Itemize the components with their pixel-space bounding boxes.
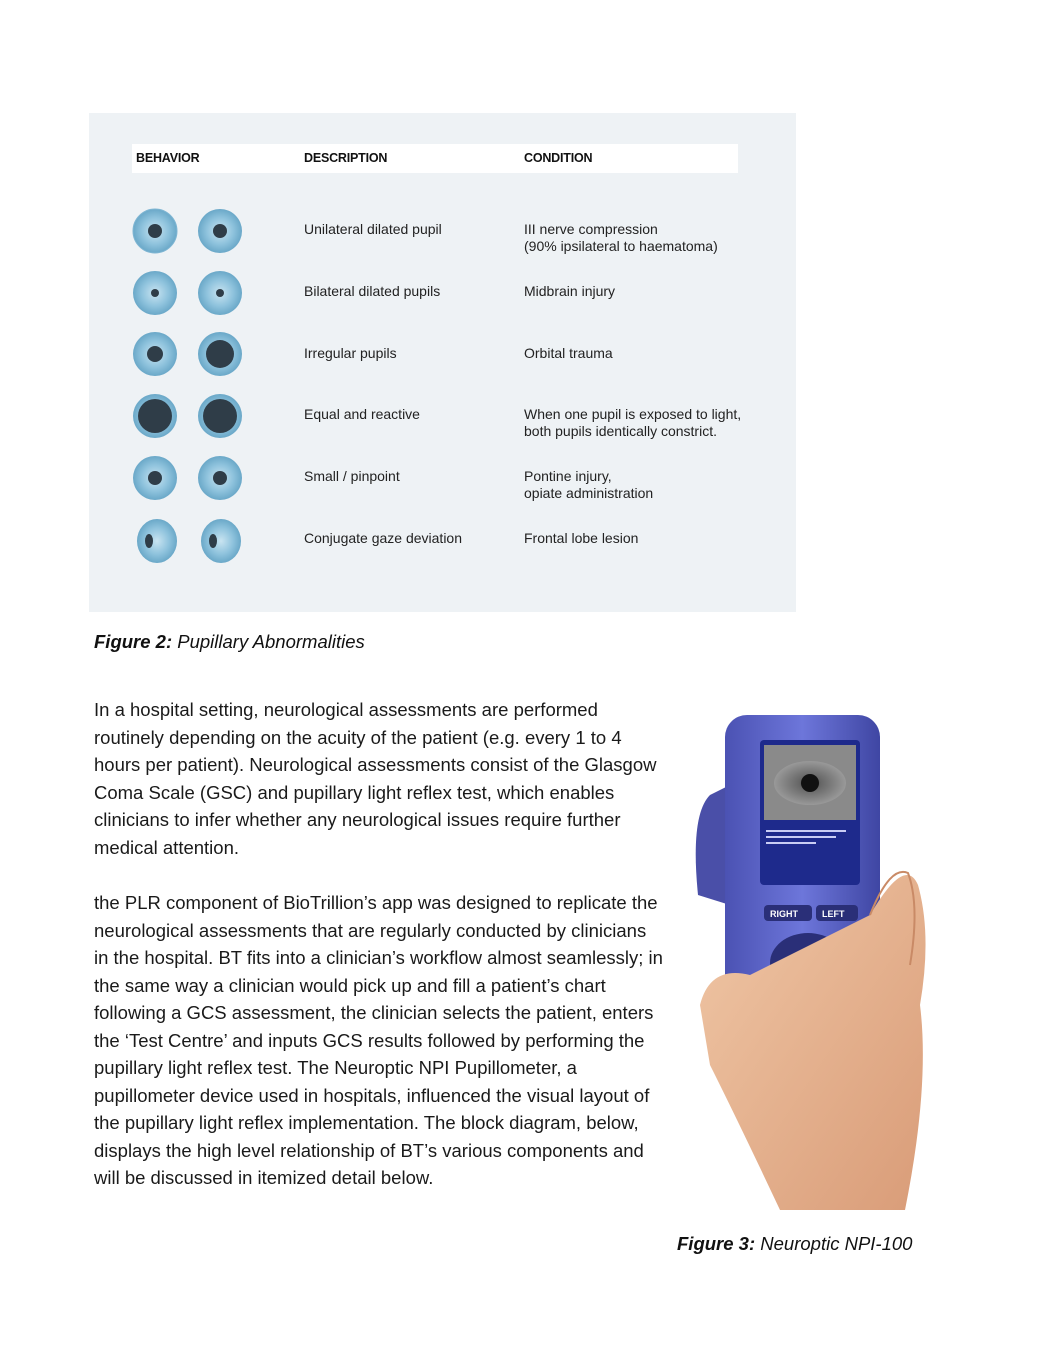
row5-condition-line2: opiate administration (524, 485, 654, 501)
eye-right-icon (197, 393, 243, 439)
row2-description: Bilateral dilated pupils (304, 283, 441, 299)
caption-label: Figure 3: (677, 1233, 756, 1254)
row5-condition-line1: Pontine injury, (524, 468, 612, 484)
caption-text: Pupillary Abnormalities (172, 631, 365, 652)
eye-left-icon (132, 270, 178, 316)
eye-left-icon (132, 393, 178, 439)
paragraph-2: the PLR component of BioTrillion’s app was designed to replicate the neurological assessments that are regularly conducted by clinicians in the hospital. BT fits into a clinician’s workflow almost seamlessly; in the same way a clinician would pick up and fill a patient’s chart following a GCS assessment, the clinician selects the patient, enters the ‘Test Centre’ and inputs GCS results followed by performing the pupillary light reflex test. The Neuroptic NPI Pupillometer, a pupillometer device used in hospitals, influenced the visual layout of the pupillary light reflex implementation. The block diagram, below, displays the high level relationship of BT’s various components and will be discussed in itemized detail below. (94, 892, 663, 1188)
caption-text: Neuroptic NPI-100 (755, 1233, 913, 1254)
body-text-2 (94, 889, 664, 1192)
row4-description: Equal and reactive (304, 406, 420, 422)
right-button-label: RIGHT (770, 909, 798, 919)
row2-condition-line1: Midbrain injury (524, 283, 616, 299)
row4-condition-line2: both pupils identically constrict. (524, 423, 717, 439)
row1-condition-line2: (90% ipsilateral to haematoma) (524, 238, 718, 254)
eye-right-icon (197, 270, 243, 316)
row1-condition-line1: III nerve compression (524, 221, 658, 237)
figure-3-caption (677, 1233, 912, 1255)
row1-description: Unilateral dilated pupil (304, 221, 442, 237)
eye-left-icon (132, 455, 178, 501)
row5-description: Small / pinpoint (304, 468, 400, 484)
table-header-bar (132, 144, 738, 173)
pupillometer-device-image (680, 705, 940, 1210)
row3-condition-line1: Orbital trauma (524, 345, 613, 361)
eye-right-icon (198, 518, 244, 564)
row6-condition-line1: Frontal lobe lesion (524, 530, 639, 546)
row3-description: Irregular pupils (304, 345, 397, 361)
row4-condition-line1: When one pupil is exposed to light, (524, 406, 742, 422)
body-text (94, 696, 664, 861)
eye-left-icon (134, 518, 180, 564)
figure-2-caption (94, 631, 365, 653)
eye-right-icon (197, 208, 243, 254)
caption-label: Figure 2: (94, 631, 173, 652)
left-button-label: LEFT (822, 909, 845, 919)
header-behavior: BEHAVIOR (136, 151, 200, 165)
eye-right-icon (197, 455, 243, 501)
paragraph-1: In a hospital setting, neurological assessments are performed routinely depending on the acuity of the patient (e.g. every 1 to 4 hours per patient). Neurological assessments consist of the Glasgow Coma Scale (GSC) and pupillary light reflex test, which enables clinicians to infer whether any neurological issues require further medical attention. (94, 699, 657, 858)
eye-left-icon (132, 331, 178, 377)
row6-description: Conjugate gaze deviation (304, 530, 463, 546)
header-description: DESCRIPTION (304, 151, 388, 165)
eye-right-icon (197, 331, 243, 377)
eye-left-icon (132, 208, 178, 254)
header-condition: CONDITION (524, 151, 593, 165)
